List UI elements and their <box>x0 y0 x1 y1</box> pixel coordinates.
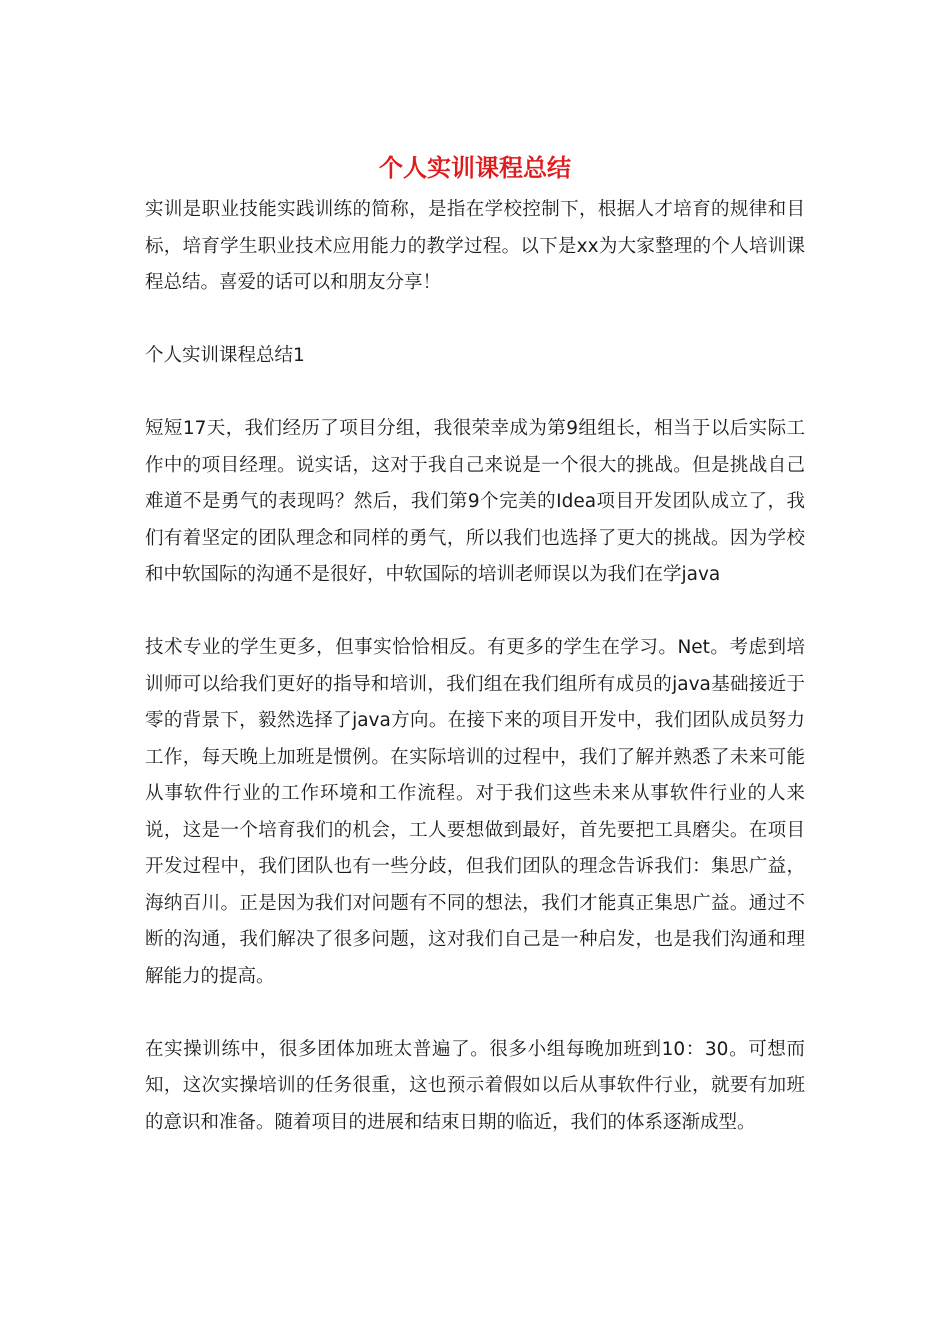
document-title: 个人实训课程总结 <box>379 153 571 182</box>
document-body <box>145 192 805 1141</box>
paragraph-gap <box>145 995 805 1032</box>
paragraph-gap <box>145 302 805 339</box>
body-paragraph: 短短17天，我们经历了项目分组，我很荣幸成为第9组组长，相当于以后实际工作中的项目经理。说实话，这对于我自己来说是一个很大的挑战。但是挑战自己难道不是勇气的表现吗？然后，我们第9个完美的Idea项目开发团队成立了，我们有着坚定的团队理念和同样的勇气，所以我们也选择了更大的挑战。因为学校和中软国际的沟通不是很好，中软国际的培训老师误以为我们在学java <box>145 418 805 585</box>
body-paragraph: 在实操训练中，很多团体加班太普遍了。很多小组每晚加班到10：30。可想而知，这次实操培训的任务很重，这也预示着假如以后从事软件行业，就要有加班的意识和准备。随着项目的进展和结束日期的临近，我们的体系逐渐成型。 <box>145 1038 805 1133</box>
body-paragraph: 技术专业的学生更多，但事实恰恰相反。有更多的学生在学习。Net。考虑到培训师可以给我们更好的指导和培训，我们组在我们组所有成员的java基础接近于零的背景下，毅然选择了java方向。在接下来的项目开发中，我们团队成员努力工作，每天晚上加班是惯例。在实际培训的过程中，我们了解并熟悉了未来可能从事软件行业的工作环境和工作流程。对于我们这些未来从事软件行业的人来说，这是一个培育我们的机会，工人要想做到最好，首先要把工具磨尖。在项目开发过程中，我们团队也有一些分歧，但我们团队的理念告诉我们：集思广益，海纳百川。正是因为我们对问题有不同的想法，我们才能真正集思广益。通过不断的沟通，我们解决了很多问题，这对我们自己是一种启发，也是我们沟通和理解能力的提高。 <box>145 637 805 987</box>
paragraph-gap <box>145 594 805 631</box>
paragraph-gap <box>145 375 805 412</box>
section-heading: 个人实训课程总结1 <box>145 345 305 366</box>
intro-paragraph: 实训是职业技能实践训练的简称，是指在学校控制下，根据人才培育的规律和目标，培育学生职业技术应用能力的教学过程。以下是xx为大家整理的个人培训课程总结。喜爱的话可以和朋友分享！ <box>145 199 805 293</box>
